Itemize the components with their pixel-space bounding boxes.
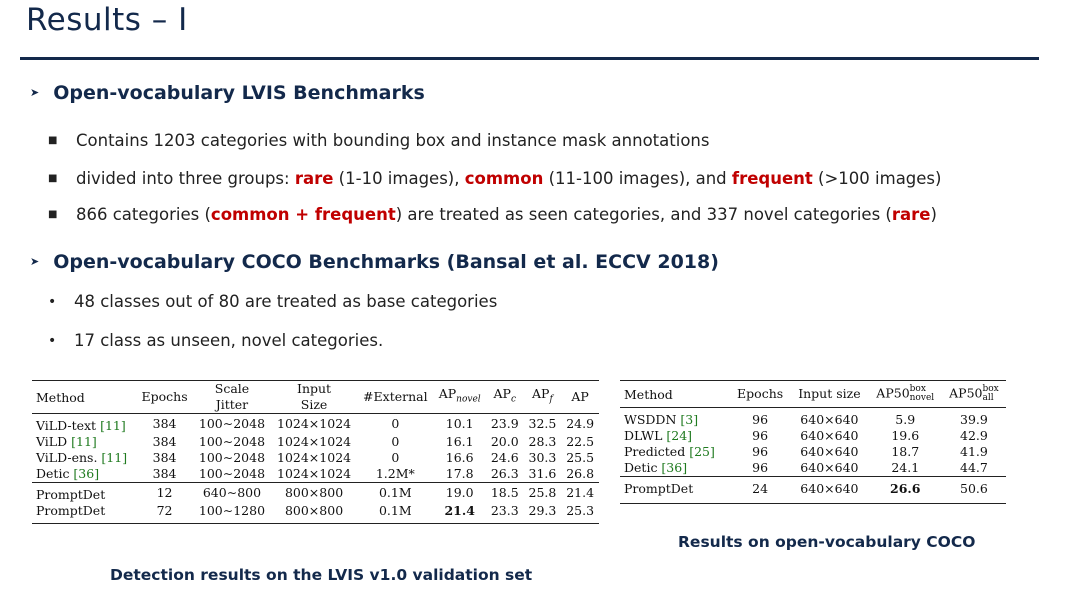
citation-link: [3] (680, 412, 699, 427)
square-bullet-icon: ■ (48, 173, 58, 184)
col-ap-c: $AP_c$ (493, 386, 517, 405)
cell-ap-c: 23.9 (490, 416, 519, 431)
col-method: Method (624, 387, 673, 402)
cell-ap-c: 23.3 (490, 503, 519, 518)
cell-input-size: 640×640 (800, 460, 859, 475)
cell-ap50-all: 39.9 (960, 412, 988, 427)
cell-method: DLWL [24] (624, 428, 693, 443)
table-row (620, 460, 1006, 477)
col-ap50-novel: AP50box novel (876, 384, 935, 403)
cell-epochs: 96 (752, 428, 769, 443)
cell-method: PromptDet (36, 487, 106, 502)
cell-ap-c: 18.5 (490, 485, 519, 500)
cell-ap: 25.3 (566, 503, 595, 518)
cell-input-size: 800×800 (284, 485, 344, 500)
cell-ap: 22.5 (566, 434, 595, 449)
cell-ap: 25.5 (566, 450, 595, 465)
cell-method: PromptDet (624, 481, 694, 496)
cell-ap: 26.8 (566, 466, 595, 481)
cell-ap-novel: 16.1 (445, 434, 474, 449)
cell-ap50-novel: 5.9 (895, 412, 916, 427)
cell-external: 0 (391, 450, 400, 465)
title-divider (20, 57, 1039, 60)
lvis-bullet-2: ■ divided into three groups: rare (1-10 images), common (11-100 images), and frequent (>100 images) (48, 169, 942, 188)
cell-method: Detic [36] (624, 460, 688, 475)
cell-scale-jitter: 100∼1280 (198, 503, 266, 518)
cell-ap-f: 32.5 (528, 416, 557, 431)
cell-ap50-novel: 24.1 (891, 460, 920, 475)
lvis-results-table (32, 380, 599, 524)
cell-epochs: 72 (156, 503, 173, 518)
cell-input-size: 1024×1024 (277, 466, 352, 481)
cell-ap: 24.9 (566, 416, 595, 431)
table-row (32, 414, 599, 435)
cell-scale-jitter: 100∼2048 (198, 434, 266, 449)
square-bullet-icon: ■ (48, 209, 58, 220)
col-scale-jitter: Scale Jitter (214, 381, 250, 412)
cell-ap50-all: 41.9 (960, 444, 988, 459)
table-row (620, 477, 1006, 504)
cell-input-size: 640×640 (800, 481, 859, 496)
table-row (32, 483, 599, 504)
cell-epochs: 384 (152, 434, 177, 449)
cell-input-size: 640×640 (800, 444, 859, 459)
cell-ap-f: 31.6 (528, 466, 557, 481)
square-bullet-icon: ■ (48, 135, 58, 146)
col-input-size: Input size (798, 386, 861, 401)
citation-link: [11] (100, 418, 126, 433)
cell-method: ViLD-ens. [11] (36, 450, 128, 465)
cell-ap-f: 29.3 (528, 503, 557, 518)
cell-external: 0 (391, 416, 400, 431)
citation-link: [25] (689, 444, 715, 459)
cell-ap50-all: 42.9 (960, 428, 988, 443)
cell-epochs: 96 (752, 460, 769, 475)
col-external: #External (363, 389, 428, 404)
cell-method: ViLD-text [11] (36, 418, 126, 433)
cell-ap-novel: 21.4 (444, 503, 475, 518)
cell-external: 1.2M* (375, 466, 415, 481)
table-row (32, 503, 599, 524)
cell-method: WSDDN [3] (624, 412, 699, 427)
cell-external: 0 (391, 434, 400, 449)
coco-results-table (620, 380, 1006, 504)
lvis-table-caption: Detection results on the LVIS v1.0 validation set (110, 566, 533, 584)
citation-link: [36] (661, 460, 688, 475)
cell-ap-c: 26.3 (490, 466, 519, 481)
lvis-bullet-1: ■ Contains 1203 categories with bounding box and instance mask annotations (48, 131, 710, 150)
cell-input-size: 640×640 (800, 412, 859, 427)
cell-ap50-novel: 26.6 (890, 481, 921, 496)
arrow-bullet-icon: ➤ (30, 255, 40, 268)
dot-bullet-icon: • (48, 333, 57, 349)
col-ap50-all: AP50box all (949, 384, 999, 403)
cell-ap50-all: 50.6 (960, 481, 988, 496)
dot-bullet-icon: • (48, 294, 57, 310)
table-row (620, 444, 1006, 460)
cell-epochs: 12 (156, 485, 173, 500)
cell-ap-f: 28.3 (528, 434, 557, 449)
cell-ap: 21.4 (566, 485, 595, 500)
cell-epochs: 384 (152, 416, 177, 431)
cell-method: Detic [36] (36, 466, 100, 481)
cell-ap-novel: 16.6 (445, 450, 474, 465)
cell-epochs: 24 (752, 481, 769, 496)
slide-title: Results – I (26, 2, 188, 38)
col-epochs: Epochs (737, 386, 784, 401)
coco-table-caption: Results on open-vocabulary COCO (678, 533, 976, 551)
citation-link: [24] (666, 428, 693, 443)
cell-scale-jitter: 100∼2048 (198, 416, 266, 431)
cell-ap-f: 25.8 (528, 485, 557, 500)
cell-ap-c: 20.0 (490, 434, 519, 449)
cell-scale-jitter: 100∼2048 (198, 450, 266, 465)
section-lvis-heading: ➤ Open-vocabulary LVIS Benchmarks (30, 82, 425, 104)
table-row (32, 466, 599, 483)
cell-ap50-all: 44.7 (960, 460, 988, 475)
cell-scale-jitter: 100∼2048 (198, 466, 266, 481)
cell-input-size: 800×800 (284, 503, 344, 518)
cell-ap50-novel: 19.6 (891, 428, 920, 443)
col-method: Method (36, 390, 85, 405)
cell-method: ViLD [11] (36, 434, 97, 449)
table-header-row (32, 381, 599, 414)
cell-ap50-novel: 18.7 (891, 444, 920, 459)
col-ap: AP (571, 389, 589, 404)
cell-input-size: 1024×1024 (277, 450, 352, 465)
cell-method: PromptDet (36, 503, 106, 518)
cell-epochs: 384 (152, 466, 177, 481)
arrow-bullet-icon: ➤ (30, 86, 40, 99)
col-epochs: Epochs (141, 389, 188, 404)
cell-input-size: 1024×1024 (277, 434, 352, 449)
table-row (32, 450, 599, 466)
citation-link: [36] (73, 466, 100, 481)
cell-ap-c: 24.6 (490, 450, 519, 465)
col-input-size: Input Size (297, 381, 332, 412)
table-row (620, 408, 1006, 429)
cell-ap-novel: 19.0 (445, 485, 474, 500)
cell-epochs: 96 (752, 444, 769, 459)
cell-external: 0.1M (378, 503, 412, 518)
coco-bullet-2: • 17 class as unseen, novel categories. (48, 331, 384, 350)
citation-link: [11] (101, 450, 128, 465)
col-ap-f: $AP_f$ (532, 386, 553, 405)
cell-ap-novel: 17.8 (445, 466, 474, 481)
cell-ap-novel: 10.1 (445, 416, 474, 431)
table-row (620, 428, 1006, 444)
cell-scale-jitter: 640∼800 (202, 485, 262, 500)
table-header-row (620, 381, 1006, 408)
col-ap-novel: $AP_{novel}$ (438, 386, 481, 405)
cell-ap-f: 30.3 (528, 450, 557, 465)
coco-bullet-1: • 48 classes out of 80 are treated as base categories (48, 292, 498, 311)
citation-link: [11] (71, 434, 97, 449)
cell-external: 0.1M (378, 485, 412, 500)
section-coco-heading: ➤ Open-vocabulary COCO Benchmarks (Bansal et al. ECCV 2018) (30, 251, 719, 273)
cell-epochs: 384 (152, 450, 177, 465)
lvis-bullet-3: ■ 866 categories (common + frequent) are treated as seen categories, and 337 novel categories (rare) (48, 205, 937, 224)
cell-epochs: 96 (752, 412, 769, 427)
cell-method: Predicted [25] (624, 444, 715, 459)
table-row (32, 434, 599, 450)
cell-input-size: 640×640 (800, 428, 859, 443)
cell-input-size: 1024×1024 (277, 416, 352, 431)
